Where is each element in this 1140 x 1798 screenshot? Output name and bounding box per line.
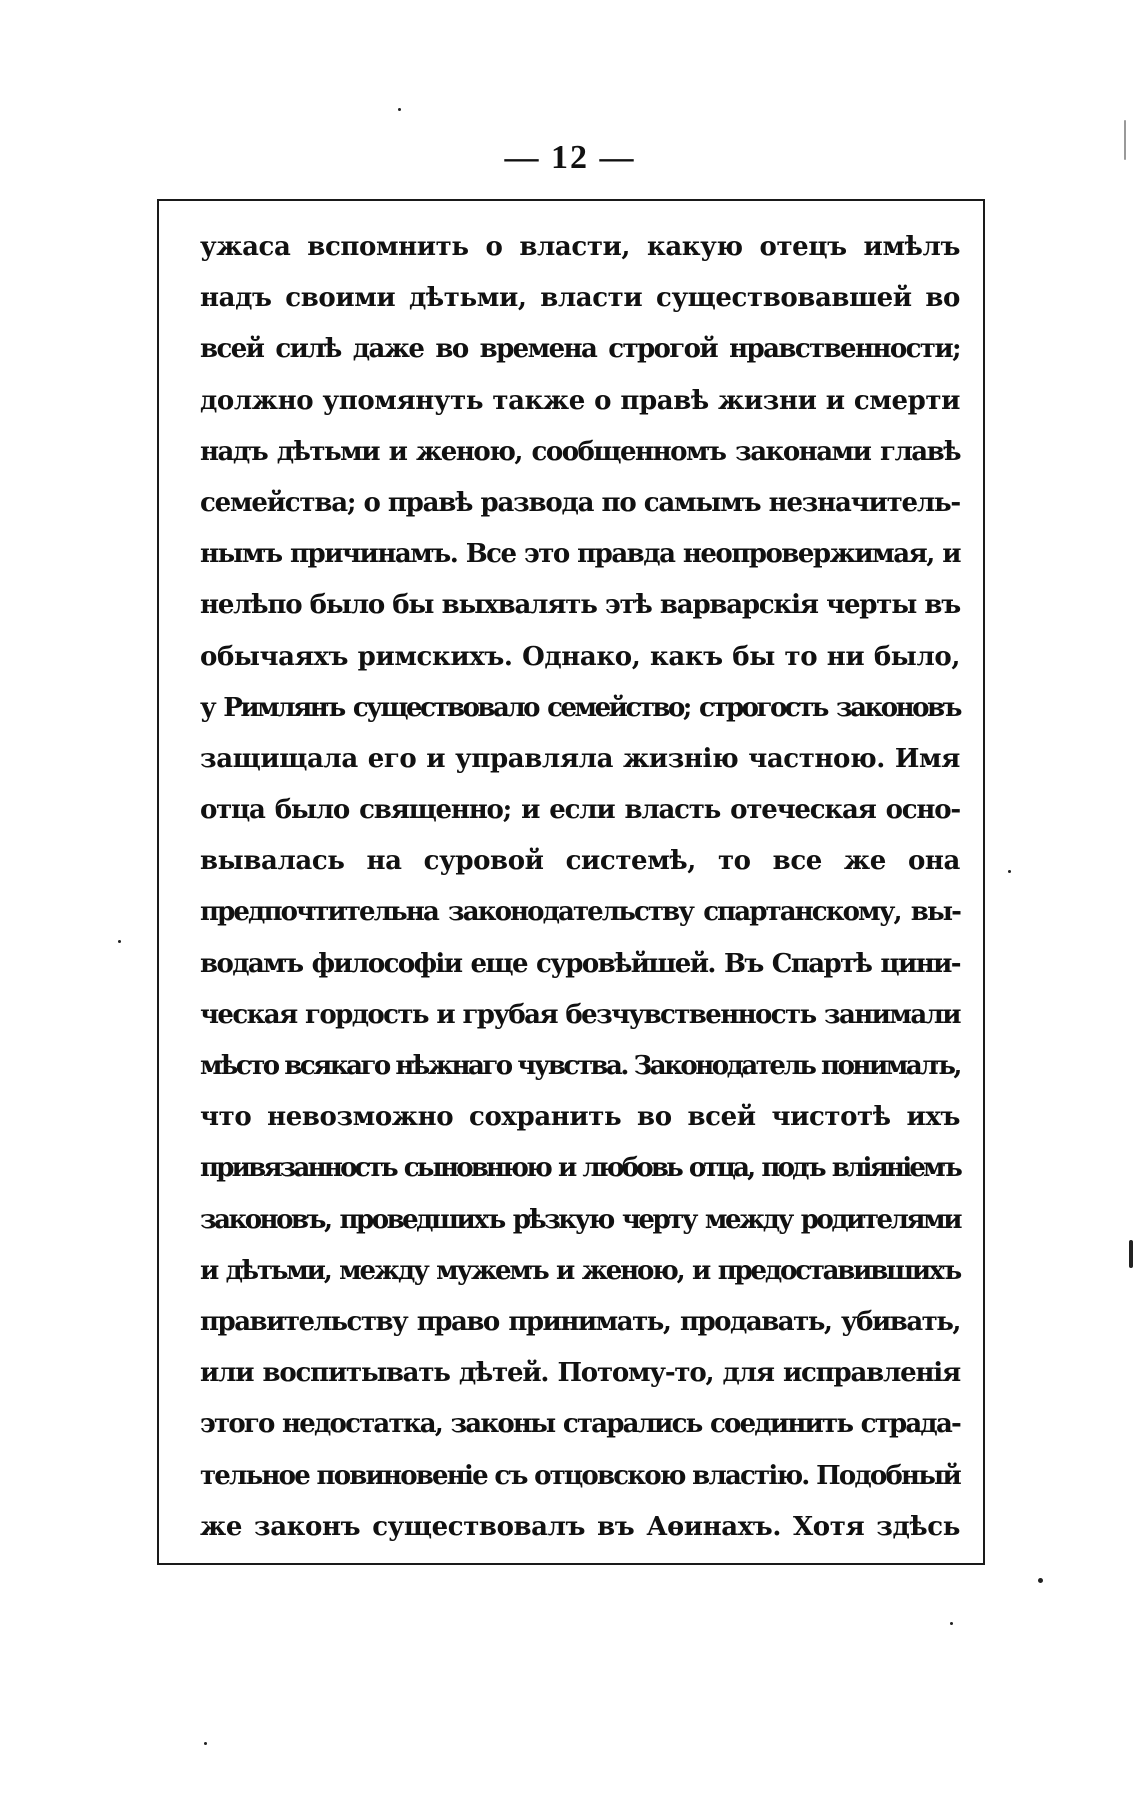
text-line: привязанность сыновнюю и любовь отца, подъ вліяніемъ (200, 1153, 960, 1184)
scan-speck (1124, 120, 1126, 160)
text-line: правительству право принимать, продавать, убивать, (200, 1306, 960, 1337)
scan-speck (1008, 870, 1011, 873)
text-line: надъ своими дѣтьми, власти существовавшей во (200, 283, 960, 314)
text-line: водамъ философіи еще суровѣйшей. Въ Спартѣ цини- (200, 948, 960, 979)
text-line: предпочтительна законодательству спартанскому, вы- (200, 897, 960, 928)
text-line: и дѣтьми, между мужемъ и женою, и предоставившихъ (200, 1255, 960, 1286)
text-line: или воспитывать дѣтей. Потому-то, для исправленія (200, 1358, 960, 1389)
text-line: у Римлянъ существовало семейство; строгость законовъ (200, 692, 960, 723)
text-line: семейства; о правѣ развода по самымъ незначитель- (200, 487, 960, 518)
text-line: что невозможно сохранить во всей чистотѣ ихъ (200, 1102, 960, 1133)
page-number: — 12 — (504, 139, 636, 176)
text-line: ужаса вспомнить о власти, какую отецъ имѣлъ (200, 232, 960, 262)
text-line: тельное повиновеніе съ отцовскою властію. Подобный (200, 1460, 960, 1491)
text-line: же законъ существовалъ въ Аѳинахъ. Хотя здѣсь (200, 1511, 960, 1542)
text-line: надъ дѣтьми и женою, сообщенномъ законами главѣ (200, 436, 960, 467)
text-line: мѣсто всякаго нѣжнаго чувства. Законодатель понималъ, (200, 1051, 960, 1081)
scan-speck (204, 1742, 207, 1745)
text-line: вывалась на суровой системѣ, то все же она (200, 846, 960, 877)
body-text (200, 222, 960, 1553)
text-line: законовъ, проведшихъ рѣзкую черту между родителями (200, 1204, 960, 1235)
scan-speck (950, 1622, 953, 1625)
text-line: защищала его и управляла жизнію частною. Имя (200, 743, 960, 774)
scan-speck (118, 940, 121, 943)
text-line: должно упомянуть также о правѣ жизни и смерти (200, 385, 960, 416)
scan-speck (1129, 1240, 1133, 1268)
text-line: ческая гордость и грубая безчувственность занимали (200, 999, 960, 1030)
text-line: этого недостатка, законы старались соединить страда- (200, 1409, 960, 1440)
text-line: нымъ причинамъ. Все это правда неопровержимая, и (200, 539, 960, 570)
scan-speck (398, 108, 401, 111)
text-line: отца было священно; и если власть отеческая осно- (200, 795, 960, 826)
text-line: всей силѣ даже во времена строгой нравственности; (200, 334, 960, 365)
text-line: обычаяхъ римскихъ. Однако, какъ бы то ни было, (200, 641, 960, 672)
scan-speck (1038, 1578, 1043, 1583)
text-line: нелѣпо было бы выхвалять этѣ варварскія черты въ (200, 590, 960, 621)
